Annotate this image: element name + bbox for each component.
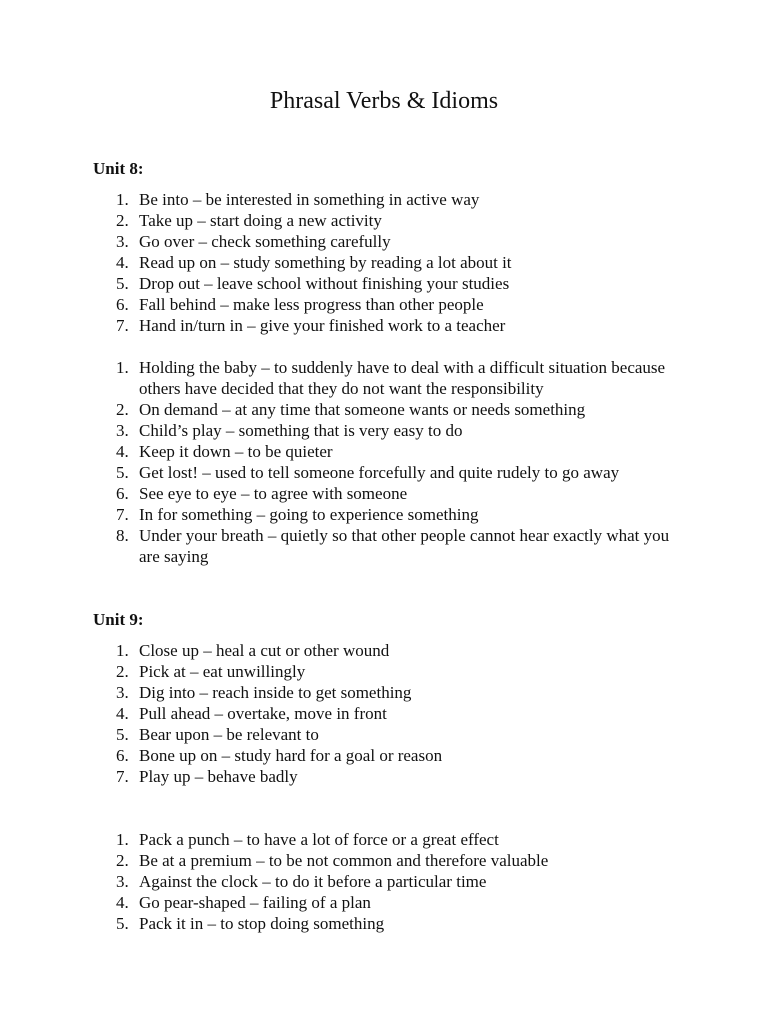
list-item: [0, 871, 684, 892]
item-number: 8.: [116, 526, 129, 545]
item-number: 7.: [116, 505, 129, 524]
item-text: Keep it down – to be quieter: [139, 442, 333, 461]
item-number: 5.: [116, 274, 129, 293]
unit-8-idioms-list: [0, 357, 684, 567]
list-item: [0, 640, 684, 661]
list-item: [0, 661, 684, 682]
document-title: Phrasal Verbs & Idioms: [269, 88, 499, 114]
unit-9-phrasal-verbs-list: [0, 640, 684, 787]
item-text: Pack a punch – to have a lot of force or a great effect: [139, 830, 499, 849]
item-text: Get lost! – used to tell someone forcefully and quite rudely to go away: [139, 463, 620, 482]
item-number: 3.: [116, 421, 129, 440]
unit-8-heading: Unit 8:: [93, 159, 144, 178]
item-number: 7.: [116, 316, 129, 335]
list-item: [0, 682, 684, 703]
list-item: [0, 850, 684, 871]
item-number: 5.: [116, 725, 129, 744]
list-item: [0, 210, 684, 231]
item-text: On demand – at any time that someone wants or needs something: [139, 400, 586, 419]
list-item: [0, 189, 684, 210]
item-text: Drop out – leave school without finishing your studies: [139, 274, 510, 293]
item-number: 7.: [116, 767, 129, 786]
list-item: [0, 252, 684, 273]
list-item: [0, 357, 684, 399]
list-item: [0, 294, 684, 315]
item-number: 5.: [116, 914, 129, 933]
item-text: Against the clock – to do it before a particular time: [139, 872, 487, 891]
item-number: 4.: [116, 704, 129, 723]
item-text: Pick at – eat unwillingly: [139, 662, 306, 681]
list-item: [0, 703, 684, 724]
list-item: [0, 231, 684, 252]
item-text: In for something – going to experience something: [139, 505, 479, 524]
list-item: [0, 399, 684, 420]
list-item: [0, 273, 684, 294]
list-item: [0, 766, 684, 787]
item-number: 1.: [116, 190, 129, 209]
list-item: [0, 420, 684, 441]
list-item: [0, 525, 684, 567]
item-text: Be at a premium – to be not common and therefore valuable: [139, 851, 549, 870]
item-number: 1.: [116, 358, 129, 377]
item-number: 4.: [116, 253, 129, 272]
item-text: Close up – heal a cut or other wound: [139, 641, 390, 660]
item-number: 5.: [116, 463, 129, 482]
item-number: 1.: [116, 830, 129, 849]
list-item: [0, 913, 684, 934]
item-number: 1.: [116, 641, 129, 660]
item-text: Bear upon – be relevant to: [139, 725, 319, 744]
item-number: 4.: [116, 893, 129, 912]
item-text: Child’s play – something that is very easy to do: [139, 421, 463, 440]
item-text: Bone up on – study hard for a goal or reason: [139, 746, 443, 765]
unit-9-heading: Unit 9:: [93, 610, 144, 629]
unit-8-phrasal-verbs-list: [0, 189, 684, 336]
item-number: 6.: [116, 484, 129, 503]
item-text: Pack it in – to stop doing something: [139, 914, 385, 933]
item-text: Holding the baby – to suddenly have to deal with a difficult situation because others have decided that they do not want the responsibility: [139, 358, 666, 398]
list-item: [0, 315, 684, 336]
item-text: Take up – start doing a new activity: [139, 211, 382, 230]
item-text: Dig into – reach inside to get something: [139, 683, 412, 702]
list-item: [0, 441, 684, 462]
item-number: 3.: [116, 872, 129, 891]
list-item: [0, 504, 684, 525]
item-number: 3.: [116, 232, 129, 251]
unit-9-idioms-list: [0, 829, 684, 934]
item-number: 2.: [116, 211, 129, 230]
item-text: Fall behind – make less progress than other people: [139, 295, 484, 314]
item-text: Be into – be interested in something in active way: [139, 190, 480, 209]
item-text: Go pear-shaped – failing of a plan: [139, 893, 371, 912]
item-number: 2.: [116, 400, 129, 419]
list-item: [0, 462, 684, 483]
list-item: [0, 483, 684, 504]
item-text: See eye to eye – to agree with someone: [139, 484, 408, 503]
item-number: 4.: [116, 442, 129, 461]
item-text: Under your breath – quietly so that other people cannot hear exactly what you are saying: [139, 526, 670, 566]
item-number: 6.: [116, 295, 129, 314]
item-text: Read up on – study something by reading a lot about it: [139, 253, 512, 272]
item-number: 2.: [116, 662, 129, 681]
item-text: Go over – check something carefully: [139, 232, 391, 251]
item-text: Hand in/turn in – give your finished work to a teacher: [139, 316, 506, 335]
item-number: 6.: [116, 746, 129, 765]
list-item: [0, 829, 684, 850]
item-number: 2.: [116, 851, 129, 870]
item-text: Pull ahead – overtake, move in front: [139, 704, 387, 723]
item-text: Play up – behave badly: [139, 767, 298, 786]
list-item: [0, 724, 684, 745]
list-item: [0, 892, 684, 913]
list-item: [0, 745, 684, 766]
item-number: 3.: [116, 683, 129, 702]
